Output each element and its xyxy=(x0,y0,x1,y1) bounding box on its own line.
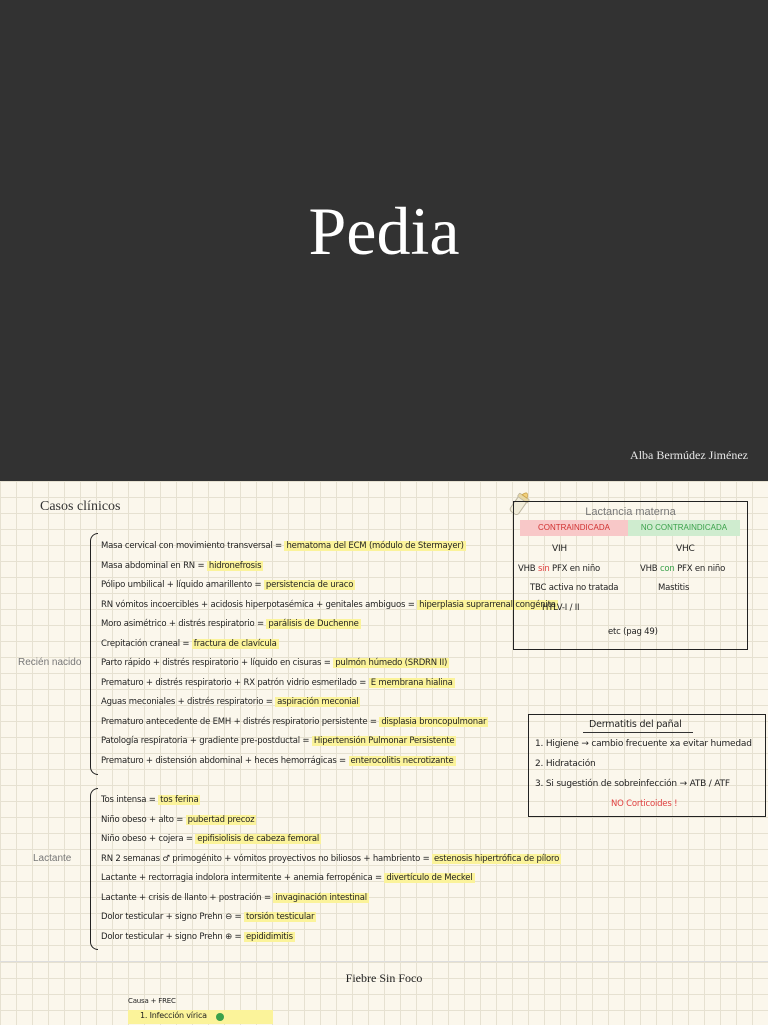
causa-item-1: 1. Infección vírica xyxy=(140,1011,207,1020)
case-item: Tos intensa = tos ferina xyxy=(101,795,199,805)
lactancia-footer: etc (pag 49) xyxy=(608,627,658,637)
case-item: Patología respiratoria + gradiente pre-postductal = Hipertensión Pulmonar Persistente xyxy=(101,736,455,746)
case-item: Parto rápido + distrés respiratorio + líquido en cisuras = pulmón húmedo (SRDRN II) xyxy=(101,658,448,668)
case-item: Crepitación craneal = fractura de clavícula xyxy=(101,638,277,649)
dermatitis-box xyxy=(528,714,766,817)
title-underline xyxy=(583,732,693,733)
no-contra-item: VHC xyxy=(676,544,695,554)
case-item: Dolor testicular + signo Prehn ⊕ = epididimitis xyxy=(101,931,293,942)
group-label-recien-nacido: Recién nacido xyxy=(18,657,82,668)
notes-page-casos xyxy=(0,481,768,961)
fiebre-title: Fiebre Sin Foco xyxy=(345,971,423,985)
contra-item: VHB sin PFX en niño xyxy=(518,564,601,574)
bracket-recien-nacido xyxy=(90,533,98,775)
case-item: Moro asimétrico + distrés respiratorio = parálisis de Duchenne xyxy=(101,619,359,629)
dermatitis-item: 1. Higiene → cambio frecuente xa evitar humedad xyxy=(535,739,752,749)
lactancia-box xyxy=(513,501,748,650)
cover-author: Alba Bermúdez Jiménez xyxy=(630,448,748,462)
case-list-recien-nacido xyxy=(101,537,558,771)
dermatitis-item: 3. Si sugestión de sobreinfección → ATB / ATF xyxy=(535,779,730,789)
case-item: Prematuro + distensión abdominal + heces hemorrágicas = enterocolitis necrotizante xyxy=(101,755,454,766)
no-contra-item: Mastitis xyxy=(658,583,690,593)
case-item: Niño obeso + cojera = epifisiolisis de cabeza femoral xyxy=(101,834,320,844)
case-item: Masa abdominal en RN = hidronefrosis xyxy=(101,560,262,571)
tag-no-contraindicada: NO CONTRAINDICADA xyxy=(628,520,740,536)
case-item: Prematuro + distrés respiratorio + RX patrón vidrio esmerilado = E membrana hialina xyxy=(101,677,453,688)
case-item: Pólipo umbilical + líquido amarillento = persistencia de uraco xyxy=(101,580,354,590)
green-dot-icon xyxy=(216,1013,224,1021)
causa-label: Causa + FREC xyxy=(128,997,176,1005)
bracket-lactante xyxy=(90,788,98,950)
contra-item: TBC activa no tratada xyxy=(530,583,619,593)
causa-highlight xyxy=(128,1010,273,1024)
dermatitis-warning: NO Corticoides ! xyxy=(611,799,678,809)
case-item: Niño obeso + alto = pubertad precoz xyxy=(101,814,255,825)
case-list-lactante xyxy=(101,791,561,947)
case-item: Aguas meconiales + distrés respiratorio = aspiración meconial xyxy=(101,697,359,707)
case-item: Lactante + rectorragia indolora intermitente + anemia ferropénica = divertículo de Meckel xyxy=(101,873,473,883)
contra-item: HTLV-I / II xyxy=(542,603,580,613)
case-item: RN vómitos incoercibles + acidosis hiperpotasémica + genitales ambiguos = hiperplasia suprarrenal congénita xyxy=(101,599,556,610)
cover-slide xyxy=(0,0,768,481)
case-item: RN 2 semanas ♂ primogénito + vómitos proyectivos no biliosos + hambriento = estenosis hipertrófica de píloro xyxy=(101,853,560,864)
notes-page-fiebre xyxy=(0,961,768,1025)
dermatitis-title: Dermatitis del pañal xyxy=(589,719,682,730)
lactancia-title: Lactancia materna xyxy=(585,506,676,518)
group-label-lactante: Lactante xyxy=(33,853,72,864)
tag-contraindicada: CONTRAINDICADA xyxy=(520,520,628,536)
section-title: Casos clínicos xyxy=(40,499,121,514)
case-item: Dolor testicular + signo Prehn ⊖ = torsión testicular xyxy=(101,912,315,922)
dermatitis-item: 2. Hidratación xyxy=(535,759,596,769)
case-item: Lactante + crisis de llanto + postración = invaginación intestinal xyxy=(101,892,367,903)
case-item: Masa cervical con movimiento transversal = hematoma del ECM (módulo de Stermayer) xyxy=(101,541,464,551)
cover-title: Pedia xyxy=(308,193,460,269)
no-contra-item: VHB con PFX en niño xyxy=(640,564,726,574)
contra-item: VIH xyxy=(552,544,567,554)
case-item: Prematuro antecedente de EMH + distrés respiratorio persistente = displasia broncopulmonar xyxy=(101,716,487,727)
